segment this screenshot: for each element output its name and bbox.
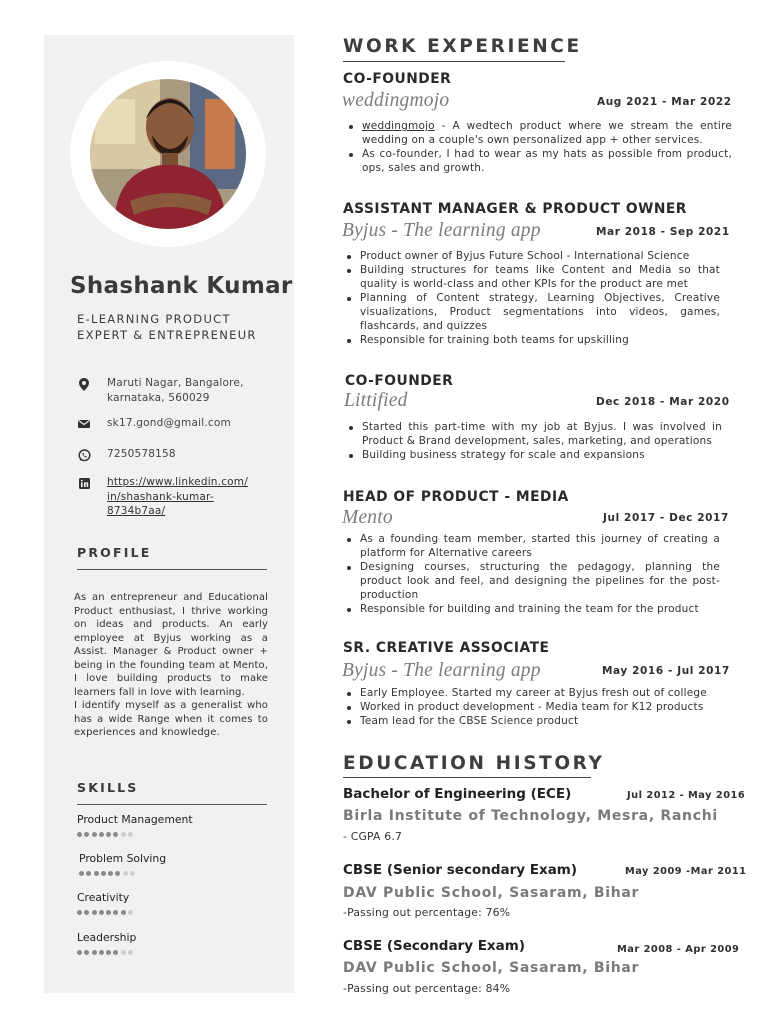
- skill-item: [77, 813, 193, 837]
- rating-dot-filled: [77, 950, 82, 955]
- job-bullet: Designing courses, structuring the pedagogy, planning the product look and feel, and designing the pipelines for the post-production: [343, 560, 720, 602]
- job-role: ASSISTANT MANAGER & PRODUCT OWNER: [343, 201, 687, 217]
- job-bullet: As a founding team member, started this journey of creating a platform for Alternative careers: [343, 532, 720, 560]
- address-text: Maruti Nagar, Bangalore, karnataka, 560029: [107, 377, 244, 404]
- job-bullet: Product owner of Byjus Future School - International Science: [343, 249, 720, 263]
- skill-name: Product Management: [77, 813, 193, 826]
- education-note: -Passing out percentage: 84%: [343, 982, 511, 995]
- skill-rating: [77, 832, 193, 837]
- job-role: HEAD OF PRODUCT - MEDIA: [343, 489, 569, 505]
- skill-rating: [77, 950, 136, 955]
- job-bullets: [343, 686, 720, 728]
- work-experience-heading: WORK EXPERIENCE: [343, 36, 582, 57]
- rating-dot-filled: [101, 871, 106, 876]
- profile-paragraph-2: I identify myself as a generalist who has a wide Range when it comes to experiences and knowledge.: [74, 700, 268, 738]
- skills-heading: SKILLS: [77, 780, 139, 795]
- skill-item: [77, 891, 135, 915]
- job-role: CO-FOUNDER: [345, 373, 454, 389]
- rating-dot-filled: [99, 832, 104, 837]
- job-bullet: Worked in product development - Media team for K12 products: [343, 700, 720, 714]
- candidate-tagline: E-LEARNING PRODUCT EXPERT & ENTREPRENEUR: [77, 312, 257, 342]
- candidate-name: Shashank Kumar: [70, 273, 293, 299]
- profile-paragraph-1: As an entrepreneur and Educational Product enthusiast, I thrive working on ideas and products. An early employee at Byjus working as a Assist. Manager & Product owner + being in the founding team at Mento, I love building products to make learners fall in love with learning.: [74, 592, 268, 698]
- rating-dot-filled: [86, 871, 91, 876]
- job-dates: Jul 2017 - Dec 2017: [603, 512, 729, 524]
- skill-item: [77, 931, 136, 955]
- education-degree: CBSE (Secondary Exam): [343, 938, 525, 954]
- job-company: Byjus - The learning app: [342, 660, 541, 681]
- rating-dot-filled: [77, 832, 82, 837]
- job-bullet: Building business strategy for scale and expansions: [345, 448, 722, 462]
- skill-name: Leadership: [77, 931, 137, 944]
- job-company: Byjus - The learning app: [342, 220, 541, 241]
- rating-dot-filled: [113, 910, 118, 915]
- work-experience-divider: [343, 61, 565, 62]
- job-bullet: Started this part-time with my job at Byjus. I was involved in Product & Brand development, sales, marketing, and operations: [345, 420, 722, 448]
- rating-dot-filled: [77, 910, 82, 915]
- profile-heading: PROFILE: [77, 545, 152, 560]
- rating-dot-empty: [128, 910, 133, 915]
- job-bullet: As co-founder, I had to wear as my hats as possible from product, ops, sales and growth.: [345, 147, 732, 175]
- whatsapp-icon: [77, 448, 91, 462]
- job-bullet: [345, 119, 732, 147]
- job-bullet-text: - A wedtech product where we stream the entire wedding on a couple's own personalized app + other services.: [362, 120, 732, 146]
- rating-dot-filled: [113, 950, 118, 955]
- rating-dot-filled: [84, 950, 89, 955]
- skill-item: [79, 852, 166, 876]
- contact-linkedin: [77, 475, 248, 519]
- job-role: SR. CREATIVE ASSOCIATE: [343, 640, 550, 656]
- education-divider: [343, 777, 591, 778]
- rating-dot-empty: [123, 871, 128, 876]
- rating-dot-filled: [79, 871, 84, 876]
- education-note: -Passing out percentage: 76%: [343, 906, 511, 919]
- skill-rating: [79, 871, 166, 876]
- profile-photo: [90, 79, 246, 229]
- rating-dot-empty: [128, 832, 133, 837]
- job-bullet: Building structures for teams like Content and Media so that quality is world-class and other KPIs for the product are met: [343, 263, 720, 291]
- contact-email: [77, 416, 231, 431]
- job-bullet: Planning of Content strategy, Learning Objectives, Creative visualizations, Product segmentations into videos, games, flashcards, and quizzes: [343, 291, 720, 333]
- job-bullets: [345, 420, 722, 462]
- job-bullet: Early Employee. Started my career at Byjus fresh out of college: [343, 686, 720, 700]
- company-link[interactable]: weddingmojo: [362, 120, 435, 132]
- linkedin-link[interactable]: https://www.linkedin.com/ in/shashank-kumar- 8734b7aa/: [107, 476, 248, 517]
- job-bullet: Team lead for the CBSE Science product: [343, 714, 720, 728]
- job-dates: Mar 2018 - Sep 2021: [596, 226, 730, 238]
- rating-dot-empty: [130, 871, 135, 876]
- job-dates: Aug 2021 - Mar 2022: [597, 96, 732, 108]
- rating-dot-empty: [121, 950, 126, 955]
- education-degree: Bachelor of Engineering (ECE): [343, 786, 572, 802]
- education-dates: Jul 2012 - May 2016: [627, 790, 746, 801]
- profile-photo-frame: [70, 61, 266, 247]
- education-note: - CGPA 6.7: [343, 830, 403, 843]
- rating-dot-filled: [121, 910, 126, 915]
- skill-rating: [77, 910, 135, 915]
- rating-dot-filled: [92, 910, 97, 915]
- rating-dot-filled: [84, 910, 89, 915]
- contact-address: [77, 376, 244, 405]
- location-pin-icon: [77, 377, 91, 391]
- profile-summary: [74, 591, 268, 740]
- skill-name: Problem Solving: [79, 852, 167, 865]
- rating-dot-filled: [84, 832, 89, 837]
- rating-dot-filled: [106, 950, 111, 955]
- job-company: Littified: [344, 390, 408, 411]
- rating-dot-filled: [115, 871, 120, 876]
- skills-divider: [77, 804, 267, 805]
- profile-divider: [77, 569, 267, 570]
- rating-dot-filled: [106, 832, 111, 837]
- rating-dot-empty: [121, 832, 126, 837]
- rating-dot-empty: [128, 950, 133, 955]
- education-dates: May 2009 -Mar 2011: [625, 866, 747, 877]
- skill-name: Creativity: [77, 891, 130, 904]
- envelope-icon: [77, 417, 91, 431]
- job-bullets: [343, 249, 720, 347]
- job-dates: Dec 2018 - Mar 2020: [596, 396, 730, 408]
- rating-dot-filled: [106, 910, 111, 915]
- rating-dot-filled: [108, 871, 113, 876]
- rating-dot-filled: [92, 832, 97, 837]
- rating-dot-filled: [92, 950, 97, 955]
- education-school: Birla Institute of Technology, Mesra, Ranchi: [343, 808, 718, 824]
- job-bullet: Responsible for building and training the team for the product: [343, 602, 720, 616]
- education-degree: CBSE (Senior secondary Exam): [343, 862, 578, 878]
- education-school: DAV Public School, Sasaram, Bihar: [343, 960, 640, 976]
- rating-dot-filled: [99, 950, 104, 955]
- linkedin-icon: [77, 476, 91, 490]
- rating-dot-filled: [113, 832, 118, 837]
- education-heading: EDUCATION HISTORY: [343, 753, 605, 774]
- sidebar: [44, 35, 294, 993]
- job-role: CO-FOUNDER: [343, 71, 452, 87]
- job-company: Mento: [342, 507, 393, 528]
- email-text[interactable]: sk17.gond@gmail.com: [107, 417, 231, 429]
- job-bullets: [343, 532, 720, 616]
- education-school: DAV Public School, Sasaram, Bihar: [343, 885, 640, 901]
- job-company: weddingmojo: [342, 90, 450, 111]
- education-dates: Mar 2008 - Apr 2009: [617, 944, 740, 955]
- job-bullets: [345, 119, 732, 175]
- rating-dot-filled: [99, 910, 104, 915]
- contact-phone: [77, 447, 176, 462]
- job-dates: May 2016 - Jul 2017: [602, 665, 730, 677]
- job-bullet: Responsible for training both teams for upskilling: [343, 333, 720, 347]
- rating-dot-filled: [94, 871, 99, 876]
- phone-text[interactable]: 7250578158: [107, 448, 176, 460]
